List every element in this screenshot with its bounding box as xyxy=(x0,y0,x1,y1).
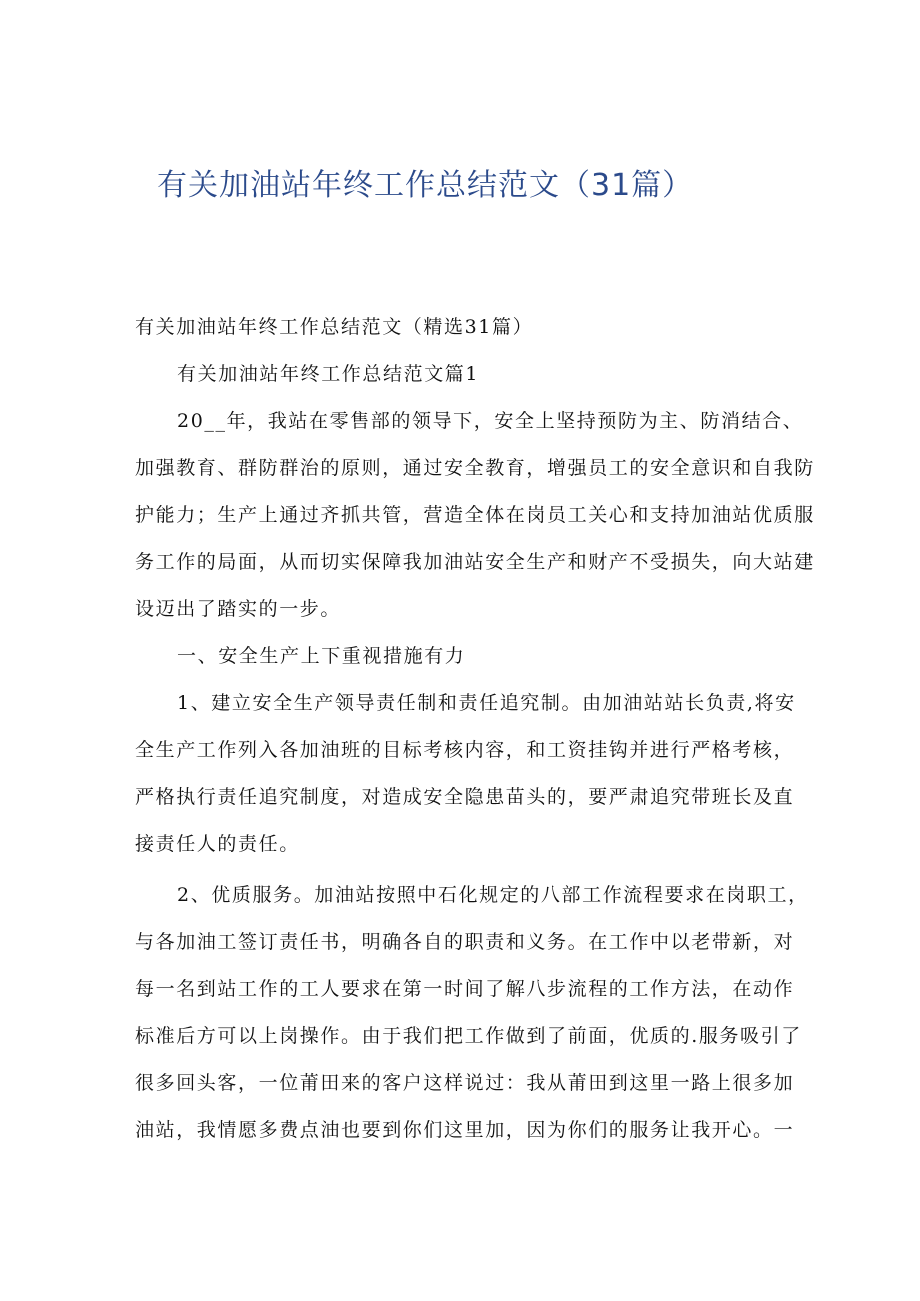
paragraph-line: 全生产工作列入各加油班的目标考核内容，和工资挂钩并进行严格考核， xyxy=(135,739,795,761)
paragraph-line: 护能力；生产上通过齐抓共管，营造全体在岗员工关心和支持加油站优质服 xyxy=(135,504,815,526)
section-heading: 有关加油站年终工作总结范文篇1 xyxy=(177,363,480,385)
paragraph-line: 设迈出了踏实的一步。 xyxy=(135,598,342,620)
paragraph-line: 油站，我情愿多费点油也要到你们这里加，因为你们的服务让我开心。一 xyxy=(135,1119,795,1141)
paragraph-line: 1、建立安全生产领导责任制和责任追究制。由加油站站长负责,将安 xyxy=(177,692,796,714)
paragraph-line: 很多回头客，一位莆田来的客户这样说过：我从莆田到这里一路上很多加 xyxy=(135,1072,795,1094)
paragraph-line: 与各加油工签订责任书，明确各自的职责和义务。在工作中以老带新，对 xyxy=(135,931,795,953)
subsection-heading: 一、安全生产上下重视措施有力 xyxy=(177,645,466,667)
paragraph-line: 标准后方可以上岗操作。由于我们把工作做到了前面，优质的.服务吸引了 xyxy=(135,1025,802,1047)
paragraph-line: 严格执行责任追究制度，对造成安全隐患苗头的，要严肃追究带班长及直 xyxy=(135,786,795,808)
paragraph-line: 每一名到站工作的工人要求在第一时间了解八步流程的工作方法，在动作 xyxy=(135,978,795,1000)
paragraph-line: 20__年，我站在零售部的领导下，安全上坚持预防为主、防消结合、 xyxy=(177,410,804,432)
paragraph-line: 加强教育、群防群治的原则，通过安全教育，增强员工的安全意识和自我防 xyxy=(135,457,815,479)
paragraph-line: 2、优质服务。加油站按照中石化规定的八部工作流程要求在岗职工， xyxy=(177,884,809,906)
document-body xyxy=(135,304,815,1154)
paragraph-line: 务工作的局面，从而切实保障我加油站安全生产和财产不受损失，向大站建 xyxy=(135,551,815,573)
paragraph-line: 接责任人的责任。 xyxy=(135,833,300,855)
document-subtitle: 有关加油站年终工作总结范文（精选31篇） xyxy=(135,316,534,338)
document-title: 有关加油站年终工作总结范文（31篇） xyxy=(157,168,694,203)
